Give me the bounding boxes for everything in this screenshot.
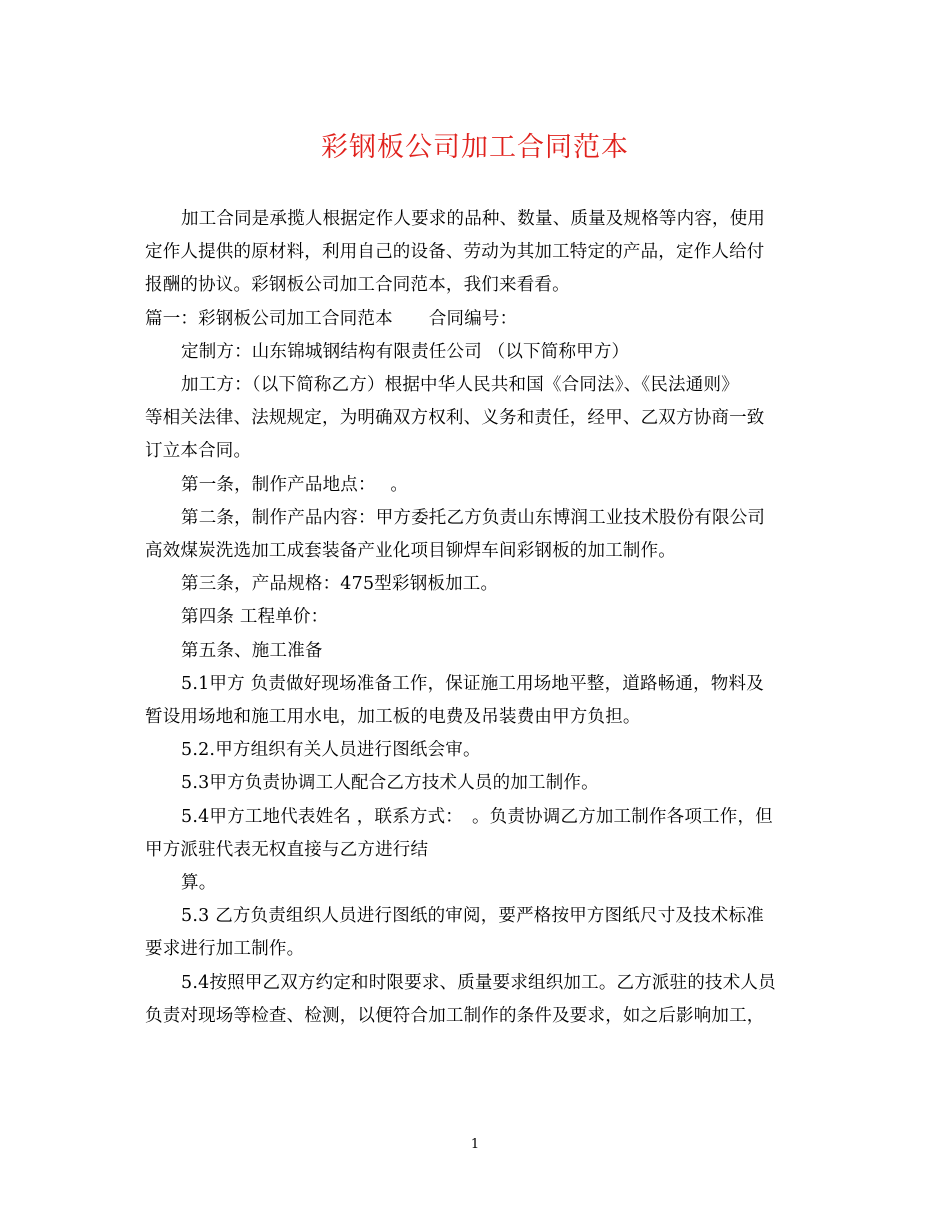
document-body: [145, 203, 807, 1033]
paragraph-line: 要求进行加工制作。: [145, 939, 305, 960]
paragraph-line: 负责对现场等检查、检测，以便符合加工制作的条件及要求，如之后影响加工，: [145, 1005, 765, 1026]
paragraph-line: 5.3 乙方负责组织人员进行图纸的审阅，要严格按甲方图纸尺寸及技术标准: [181, 906, 764, 927]
paragraph-line: 报酬的协议。彩钢板公司加工合同范本，我们来看看。: [145, 275, 570, 296]
paragraph-line: 定作人提供的原材料，利用自己的设备、劳动为其加工特定的产品，定作人给付: [145, 242, 765, 263]
paragraph-line: 第二条，制作产品内容：甲方委托乙方负责山东博润工业技术股份有限公司: [181, 507, 766, 528]
paragraph-line: 第一条，制作产品地点： 。: [181, 474, 409, 495]
paragraph-line: 5.4甲方工地代表姓名 ，联系方式： 。负责协调乙方加工制作各项工作，但: [181, 806, 773, 827]
paragraph-line: 定制方：山东锦城钢结构有限责任公司 （以下简称甲方）: [181, 341, 630, 362]
paragraph-line: 加工方：（以下简称乙方）根据中华人民共和国《合同法》、《民法通则》: [181, 375, 739, 396]
paragraph-line: 5.3甲方负责协调工人配合乙方技术人员的加工制作。: [181, 773, 599, 794]
paragraph-line: 5.1甲方 负责做好现场准备工作，保证施工用场地平整，道路畅通，物料及: [181, 673, 764, 694]
paragraph-line: 订立本合同。: [145, 441, 252, 462]
paragraph-line: 加工合同是承揽人根据定作人要求的品种、数量、质量及规格等内容，使用: [181, 209, 766, 229]
paragraph-line: 等相关法律、法规规定，为明确双方权利、义务和责任，经甲、乙双方协商一致: [145, 408, 765, 429]
paragraph-line: 第五条、施工准备: [181, 640, 323, 661]
contract-number-label: 合同编号：: [428, 308, 518, 329]
section-heading-line: [145, 303, 807, 336]
paragraph-line: 算。: [181, 873, 217, 894]
page-number: 1: [470, 1137, 480, 1152]
paragraph-line: 5.2.甲方组织有关人员进行图纸会审。: [181, 740, 481, 761]
paragraph-line: 暂设用场地和施工用水电，加工板的电费及吊装费由甲方负担。: [145, 707, 641, 728]
paragraph-line: 甲方派驻代表无权直接与乙方进行结: [145, 839, 429, 860]
paragraph-line: 5.4按照甲乙双方约定和时限要求、质量要求组织加工。乙方派驻的技术人员: [181, 972, 776, 993]
section-heading: 篇一：彩钢板公司加工合同范本: [145, 308, 393, 329]
document-title: 彩钢板公司加工合同范本: [321, 132, 629, 163]
paragraph-line: 高效煤炭洗选加工成套装备产业化项目铆焊车间彩钢板的加工制作。: [145, 541, 676, 562]
paragraph-line: 第三条，产品规格：475型彩钢板加工。: [181, 574, 499, 595]
paragraph-line: 第四条 工程单价：: [181, 607, 329, 628]
